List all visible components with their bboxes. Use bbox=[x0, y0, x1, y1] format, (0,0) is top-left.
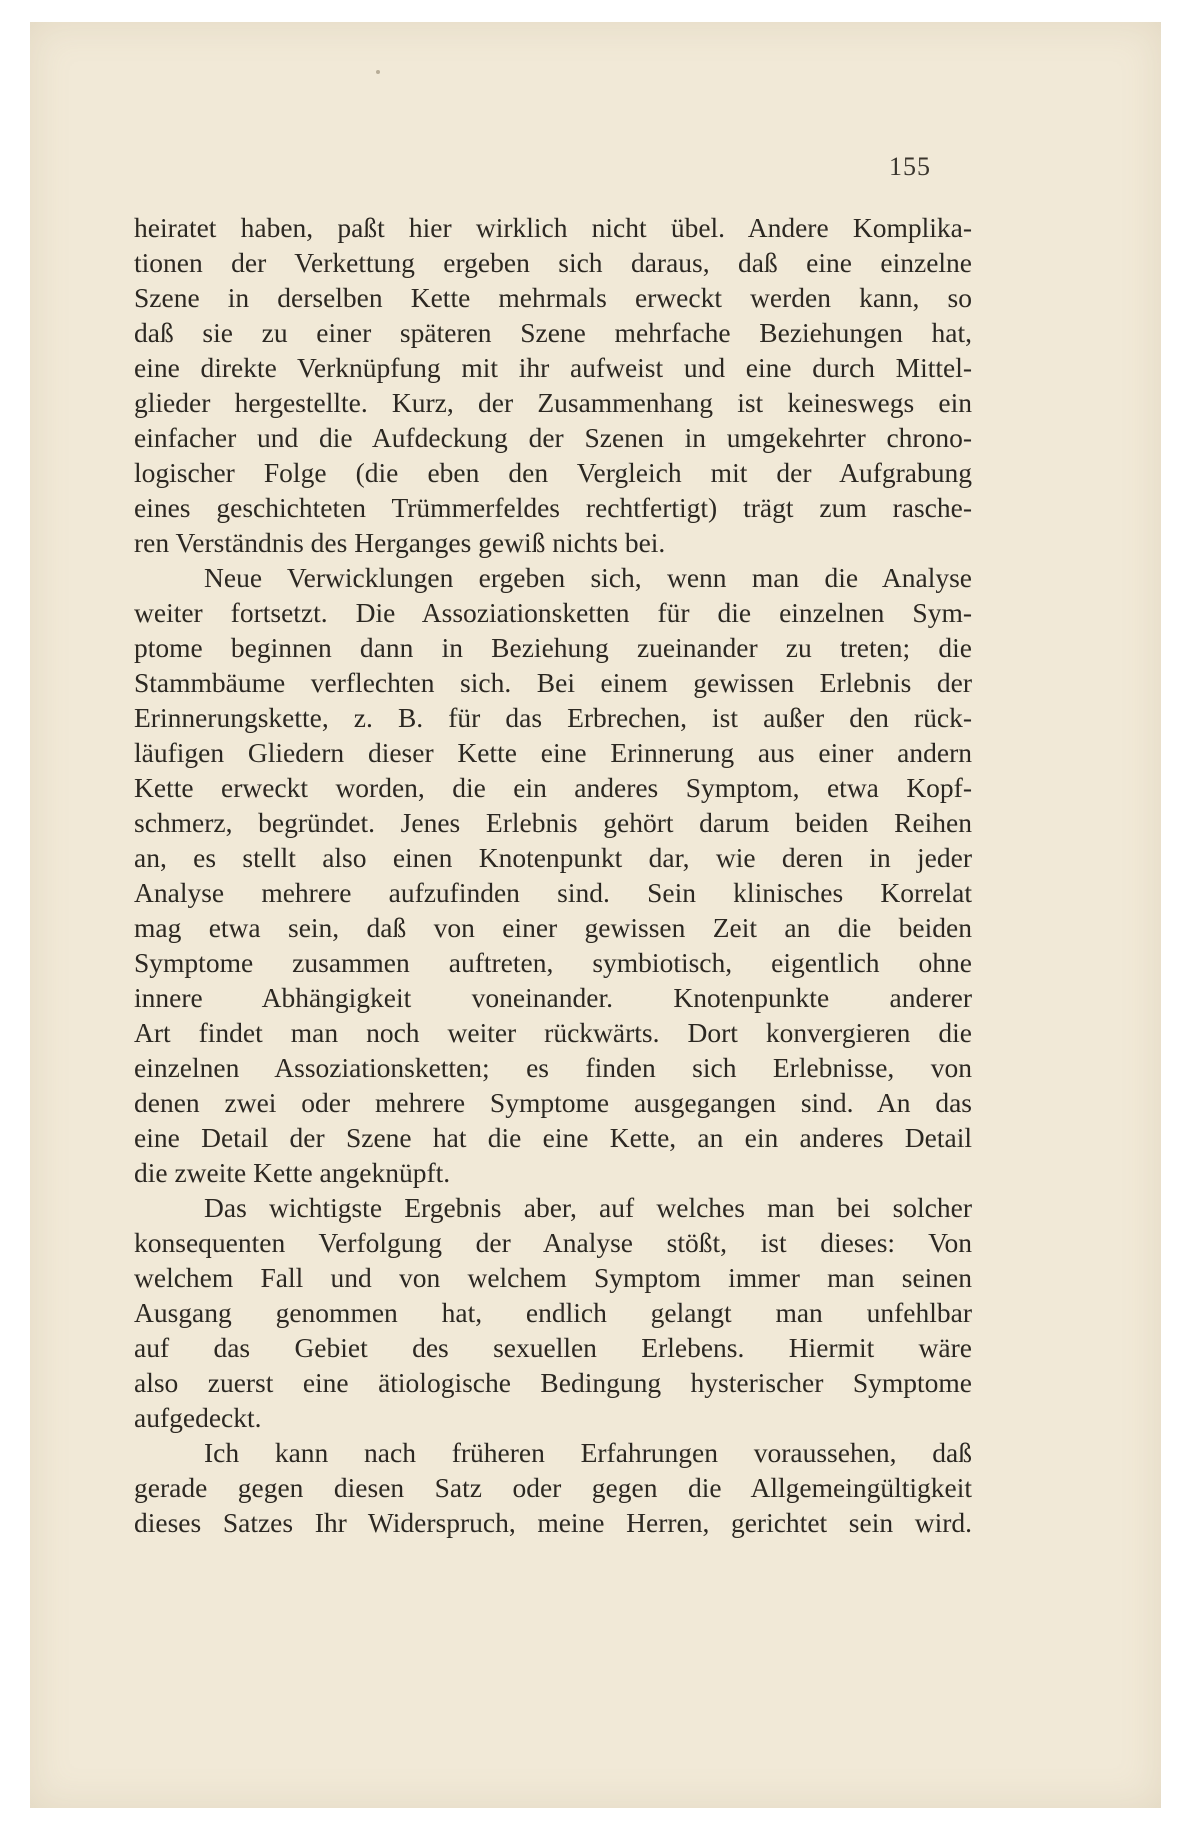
text-line: eines geschichteten Trümmerfeldes rechtfertigt) trägt zum rasche- bbox=[134, 492, 972, 523]
text-line: die zweite Kette angeknüpft. bbox=[134, 1157, 451, 1188]
text-line: Szene in derselben Kette mehrmals erweckt werden kann, so bbox=[134, 282, 972, 313]
text-line: schmerz, begründet. Jenes Erlebnis gehört darum beiden Reihen bbox=[134, 807, 972, 838]
body-text bbox=[134, 210, 972, 1540]
text-line: eine direkte Verknüpfung mit ihr aufweist und eine durch Mittel- bbox=[134, 352, 972, 383]
text-line: daß sie zu einer späteren Szene mehrfache Beziehungen hat, bbox=[134, 317, 972, 348]
page-number: 155 bbox=[889, 152, 931, 181]
text-line: eine Detail der Szene hat die eine Kette, an ein anderes Detail bbox=[134, 1122, 972, 1153]
paper-speck bbox=[376, 70, 380, 74]
text-line: Erinnerungskette, z. B. für das Erbrechen, ist außer den rück- bbox=[134, 702, 972, 733]
text-line: ren Verständnis des Herganges gewiß nichts bei. bbox=[134, 527, 666, 558]
text-line: heiratet haben, paßt hier wirklich nicht übel. Andere Komplika- bbox=[134, 212, 972, 243]
text-line: Symptome zusammen auftreten, symbiotisch, eigentlich ohne bbox=[134, 947, 972, 978]
text-line: an, es stellt also einen Knotenpunkt dar, wie deren in jeder bbox=[134, 842, 972, 873]
text-line: welchem Fall und von welchem Symptom immer man seinen bbox=[134, 1262, 972, 1293]
text-line: innere Abhängigkeit voneinander. Knotenpunkte anderer bbox=[134, 982, 972, 1013]
text-line: aufgedeckt. bbox=[134, 1402, 262, 1433]
text-line: einzelnen Assoziationsketten; es finden sich Erlebnisse, von bbox=[134, 1052, 972, 1083]
text-line: Art findet man noch weiter rückwärts. Dort konvergieren die bbox=[134, 1017, 972, 1048]
text-line: Ausgang genommen hat, endlich gelangt man unfehlbar bbox=[134, 1297, 972, 1328]
text-line: läufigen Gliedern dieser Kette eine Erinnerung aus einer andern bbox=[134, 737, 972, 768]
text-line: Analyse mehrere aufzufinden sind. Sein klinisches Korrelat bbox=[134, 877, 972, 908]
text-line: glieder hergestellte. Kurz, der Zusammenhang ist keineswegs ein bbox=[134, 387, 972, 418]
text-line: Stammbäume verflechten sich. Bei einem gewissen Erlebnis der bbox=[134, 667, 972, 698]
text-line: also zuerst eine ätiologische Bedingung hysterischer Symptome bbox=[134, 1367, 972, 1398]
book-page bbox=[30, 22, 1161, 1808]
text-line: weiter fortsetzt. Die Assoziationsketten für die einzelnen Sym- bbox=[134, 597, 972, 628]
text-line: Kette erweckt worden, die ein anderes Symptom, etwa Kopf- bbox=[134, 772, 972, 803]
text-line: tionen der Verkettung ergeben sich daraus, daß eine einzelne bbox=[134, 247, 972, 278]
text-line: dieses Satzes Ihr Widerspruch, meine Herren, gerichtet sein wird. bbox=[134, 1507, 972, 1538]
text-line: auf das Gebiet des sexuellen Erlebens. Hiermit wäre bbox=[134, 1332, 972, 1363]
text-line: denen zwei oder mehrere Symptome ausgegangen sind. An das bbox=[134, 1087, 972, 1118]
text-line: Neue Verwicklungen ergeben sich, wenn man die Analyse bbox=[204, 562, 972, 593]
text-line: einfacher und die Aufdeckung der Szenen in umgekehrter chrono- bbox=[134, 422, 972, 453]
text-line: konsequenten Verfolgung der Analyse stößt, ist dieses: Von bbox=[134, 1227, 972, 1258]
text-line: ptome beginnen dann in Beziehung zueinander zu treten; die bbox=[134, 632, 972, 663]
text-line: Ich kann nach früheren Erfahrungen voraussehen, daß bbox=[204, 1437, 972, 1468]
text-line: mag etwa sein, daß von einer gewissen Zeit an die beiden bbox=[134, 912, 972, 943]
text-line: gerade gegen diesen Satz oder gegen die Allgemeingültigkeit bbox=[134, 1472, 972, 1503]
text-line: logischer Folge (die eben den Vergleich mit der Aufgrabung bbox=[134, 457, 972, 488]
text-line: Das wichtigste Ergebnis aber, auf welches man bei solcher bbox=[204, 1192, 972, 1223]
